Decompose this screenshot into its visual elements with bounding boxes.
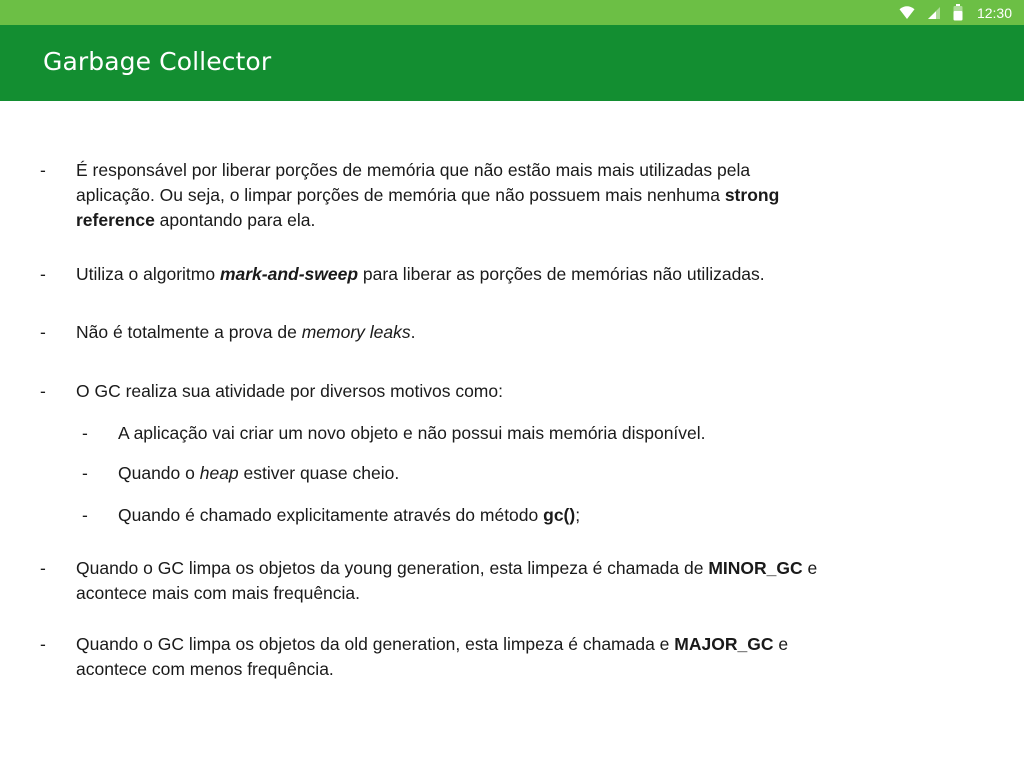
signal-icon xyxy=(927,6,941,20)
bullet-text-line: Quando o heap estiver quase cheio. xyxy=(118,463,400,483)
algorithm-term: mark-and-sweep xyxy=(219,264,359,284)
bullet-dash: - xyxy=(40,322,46,342)
bullet-text-line: É responsável por liberar porções de memória que não estão mais mais utilizadas pela xyxy=(76,160,751,180)
italic-term: memory leaks xyxy=(301,322,411,342)
bullet-text-line: Utiliza o algoritmo mark-and-sweep para liberar as porções de memórias não utilizadas. xyxy=(76,264,765,284)
bullet-dash: - xyxy=(40,381,46,401)
status-icons xyxy=(899,0,1012,25)
bullet-text-line: reference apontando para ela. xyxy=(76,210,316,230)
bullet-text-line: O GC realiza sua atividade por diversos motivos como: xyxy=(76,381,503,401)
bullet-dash: - xyxy=(40,634,46,654)
bullet-dash: - xyxy=(82,505,88,525)
strong-term: strong xyxy=(724,185,780,205)
bullet-text-line: Não é totalmente a prova de memory leaks. xyxy=(76,322,416,342)
wifi-icon xyxy=(899,6,915,20)
bullet-dash: - xyxy=(40,558,46,578)
bullet-text-line: Quando é chamado explicitamente através do método gc(); xyxy=(118,505,581,525)
status-bar xyxy=(0,0,1024,25)
bullet-dash: - xyxy=(40,160,46,180)
strong-term: reference xyxy=(76,210,155,230)
bullet-dash: - xyxy=(82,423,88,443)
bullet-text-line: A aplicação vai criar um novo objeto e não possui mais memória disponível. xyxy=(118,423,706,443)
status-time: 12:30 xyxy=(976,4,1012,21)
bullet-text-line: Quando o GC limpa os objetos da old generation, esta limpeza é chamada e MAJOR_GC e xyxy=(76,634,789,654)
bullet-text-line: Quando o GC limpa os objetos da young generation, esta limpeza é chamada de MINOR_GC e xyxy=(76,558,818,578)
bullet-text-line: acontece com menos frequência. xyxy=(76,659,334,679)
app-title: Garbage Collector xyxy=(43,47,272,76)
bullet-dash: - xyxy=(40,264,46,284)
app-bar xyxy=(0,25,1024,101)
battery-icon xyxy=(953,4,963,21)
italic-term: heap xyxy=(199,463,239,483)
strong-term: MAJOR_GC xyxy=(674,634,774,654)
bullet-text-line: acontece mais com mais frequência. xyxy=(76,583,361,603)
strong-term: MINOR_GC xyxy=(708,558,803,578)
bullet-text-line: aplicação. Ou seja, o limpar porções de memória que não possuem mais nenhuma strong xyxy=(76,185,780,205)
bullet-dash: - xyxy=(82,463,88,483)
method-term: gc() xyxy=(543,505,576,525)
